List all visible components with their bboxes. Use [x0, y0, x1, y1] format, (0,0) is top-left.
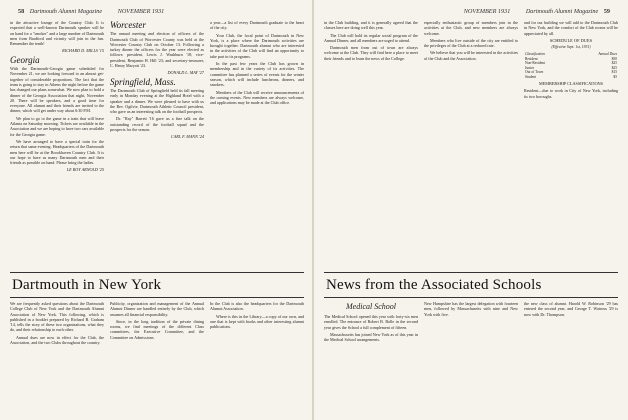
right-paragraph-6: We believe that you will be interested in the activities of the Club and the Association. — [424, 50, 518, 61]
right-paragraph-5: Members who live outside of the city are entitled to the privileges of the Club at a reduced rate. — [424, 37, 518, 49]
left-issue-date: NOVEMBER 1931 — [117, 8, 165, 15]
worcester-signature: DONALD L. MAY '27 — [167, 70, 204, 76]
medical-school-subhead: Medical School — [346, 302, 396, 311]
right-page — [314, 0, 628, 420]
medical-paragraph-1: The Medical School opened this year with forty-six men enrolled. The entrance of Robert B. Bolle in the second year gives the School a full complement of fifteen. — [324, 314, 418, 330]
georgia-signature: LE ROY ARNOLD '25 — [66, 167, 104, 173]
table-header-cell: Annual Dues — [598, 52, 617, 57]
right-column-3 — [524, 20, 618, 268]
right-title-rule-bottom — [324, 297, 618, 298]
georgia-paragraph-2: We plan to go to the game in a train that will leave Atlanta on Saturday morning. Tickets are available in the Association and we are hoping to have two cars available for the Georgia game. — [10, 115, 104, 137]
ny-paragraph-3: Publicity, organization and management of the Annual Alumni Dinner are handled entirely by the Club, which assumes all financial responsibility. — [110, 301, 204, 317]
table-cell: $5 — [613, 74, 617, 79]
table-cell: Out of Town — [525, 70, 544, 75]
dues-caption: (Effective Sept. 1st, 1931) — [551, 45, 591, 50]
georgia-paragraph-1: With the Dartmouth-Georgia game scheduled for November 21, we are looking forward to an almost get-together of considerable proportions. The fact that the team is going to stay in Athens the night before the game has changed our plans somewhat. We now plan to hold a dinner of the Georgia Association that night, November 20. There will be speakers, and a good time for everyone. All alumni and their friends are invited to the dinner, which will get under way about 6:30 P.M. — [10, 66, 104, 114]
right-running-head — [464, 8, 614, 15]
left-title-rule-bottom — [10, 297, 304, 298]
club-paragraph-1: a year—a list of every Dartmouth graduate to the heart of the city. — [210, 20, 304, 31]
new-york-article-title: Dartmouth in New York — [12, 277, 162, 293]
right-issue-date: NOVEMBER 1931 — [463, 8, 511, 15]
right-column-1 — [324, 20, 418, 268]
left-column-3 — [210, 20, 304, 268]
springfield-paragraph-2: Dr. "Ray" Barrett '16 gave us a fine talk on the outstanding record of the football squad and the prospects for the season. — [110, 116, 204, 133]
ny-paragraph-1: We are frequently asked questions about the Dartmouth College Club of New York and the Dartmouth Alumni Association of New York. This following, which is published in a booklet prepared by Richard B. Graham '14, tells the story of these two organizations, what they do, and their relationship to each other. — [10, 301, 104, 333]
springfield-heading: Springfield, Mass. — [110, 76, 176, 87]
right-paragraph-2: The Club will hold its regular social program of the Annual Dinner, and all members are urged to attend. — [324, 32, 418, 43]
ny-paragraph-5: In the Club is also the headquarters for the Dartmouth Alumni Association. — [210, 301, 304, 312]
membership-paragraph: Resident—due to work in City of New York, including its two boroughs. — [524, 88, 618, 99]
club-paragraph-2: Your Club, the focal point of Dartmouth in New York, is a place where the Dartmouth activities are brought together. Dartmouth alumni who are interested in the activities of the Club will find an opportunity to take part in its programs. — [210, 32, 304, 59]
table-header-cell: Classification — [525, 52, 545, 57]
table-cell: Non-Resident — [525, 61, 545, 66]
club-paragraph-4: Members of the Club will receive announcements of the coming events. New members are always welcome, and applications may be made at the Club office. — [210, 89, 304, 106]
right-page-number: 59 — [603, 8, 610, 15]
intro-signature: RICHARD D. MILLS '15 — [62, 48, 104, 54]
left-title-rule-top — [10, 272, 304, 273]
right-magazine-name: Dartmouth Alumni Magazine — [525, 8, 599, 15]
worcester-paragraph: The annual meeting and election of officers of the Dartmouth Club of Worcester County was held at the Worcester Country Club on October 13. Following a turkey dinner the officers for the year were elected as follows: president, Lewis J. Washburn '18; vice-president, Benjamin H. Hill '23; and secretary-treasurer, C. Henry Maryott '23. — [110, 31, 204, 69]
medical-paragraph-3: New Hampshire has the largest delegation with fourteen men, followed by Massachusetts with nine and New York with five. — [424, 301, 518, 317]
springfield-paragraph-1: The Dartmouth Club of Springfield held its fall meeting early in Monday evening at the Highland Hotel with a speaker and a dinner. We were pleased to have with us the Rev. Ogilvie, Dartmouth Athletic Council president, who gave us an interesting talk on the football prospects. — [110, 87, 204, 115]
club-paragraph-3: In the past few years the Club has grown in membership and in the variety of its activities. The committee has planned a series of events for the winter season, which will include luncheons, dinners, and smokers. — [210, 61, 304, 88]
right-column-2 — [424, 20, 518, 268]
right-paragraph-1: in the Club building, and it is generally agreed that the classes here are doing well this year. — [324, 20, 418, 31]
table-row — [524, 75, 618, 79]
left-bottom-column-1 — [10, 301, 104, 416]
ny-paragraph-4: Since, in the long tradition of the private dining rooms, we find meetings of the different Class committees, the Executive Committee, and the Committee on Admissions. — [110, 318, 204, 340]
right-paragraph-4: especially enthusiastic group of members join in the activities at the Club, and new members are always welcome. — [424, 20, 518, 36]
table-cell: $50 — [611, 56, 617, 61]
left-magazine-name: Dartmouth Alumni Magazine — [29, 8, 103, 15]
right-paragraph-7: and for our building we will add to the Dartmouth Club in New York, and the comfort of the Club rooms will be appreciated by all. — [524, 20, 618, 36]
table-cell: Junior — [525, 65, 534, 70]
schedule-of-dues-heading: SCHEDULE OF DUES — [549, 37, 593, 43]
right-bottom-column-1 — [324, 314, 418, 416]
ny-paragraph-6: Where is this in the Library—a copy of our own, and one that is kept with books and other interesting alumni publications. — [210, 313, 304, 330]
left-running-head — [14, 8, 164, 15]
left-column-1 — [10, 20, 104, 268]
dues-table — [524, 52, 618, 78]
right-paragraph-3: Dartmouth men from out of town are always welcome at the Club. They will find here a place to meet their friends and to learn the news of the College. — [324, 45, 418, 61]
right-title-rule-top — [324, 272, 618, 273]
intro-paragraph: in the attractive lounge of the Country Club. It is expected that a well-known Dartmouth speaker will be on hand for a "smoker" and a large number of Dartmouth men from Bradford and vicinity will join in the fun. Remember the tenth! — [10, 20, 104, 47]
left-page-number: 58 — [18, 8, 25, 15]
table-cell: Student — [525, 74, 536, 79]
georgia-heading: Georgia — [10, 54, 40, 65]
georgia-paragraph-3: We have arranged to have a special train for the return that same evening. Headquarters of the Dartmouth men here will be at the Brookhaven Country Club. It is our hope to have as many Dartmouth men and their friends as possible on hand. Please bring the ladies. — [10, 138, 104, 166]
table-cell: Resident — [525, 56, 538, 61]
left-column-2 — [110, 20, 204, 268]
membership-heading: MEMBERSHIP CLASSIFICATIONS — [539, 80, 603, 86]
table-cell: $25 — [611, 61, 617, 66]
medical-paragraph-2: Massachusetts has joined New York as of this year in the Medical School arrangements. — [324, 331, 418, 343]
springfield-signature: CARL F. MANN '24 — [170, 134, 204, 140]
left-bottom-column-3 — [210, 301, 304, 416]
left-bottom-column-2 — [110, 301, 204, 416]
right-bottom-column-2 — [424, 301, 518, 416]
ny-paragraph-2: Annual dues are now in effect for the Club, the Association, and the two Clubs throughout the country. — [10, 334, 104, 346]
table-cell: $15 — [611, 70, 617, 75]
medical-paragraph-4: the new class of alumni. Harold W. Robinson '29 has entered the second year, and George T. Watrous '29 is now with Dr. Thompson. — [524, 301, 618, 317]
worcester-heading: Worcester — [110, 20, 146, 30]
associated-schools-title: News from the Associated Schools — [326, 277, 542, 293]
right-bottom-column-3 — [524, 301, 618, 416]
table-cell: $25 — [611, 65, 617, 70]
